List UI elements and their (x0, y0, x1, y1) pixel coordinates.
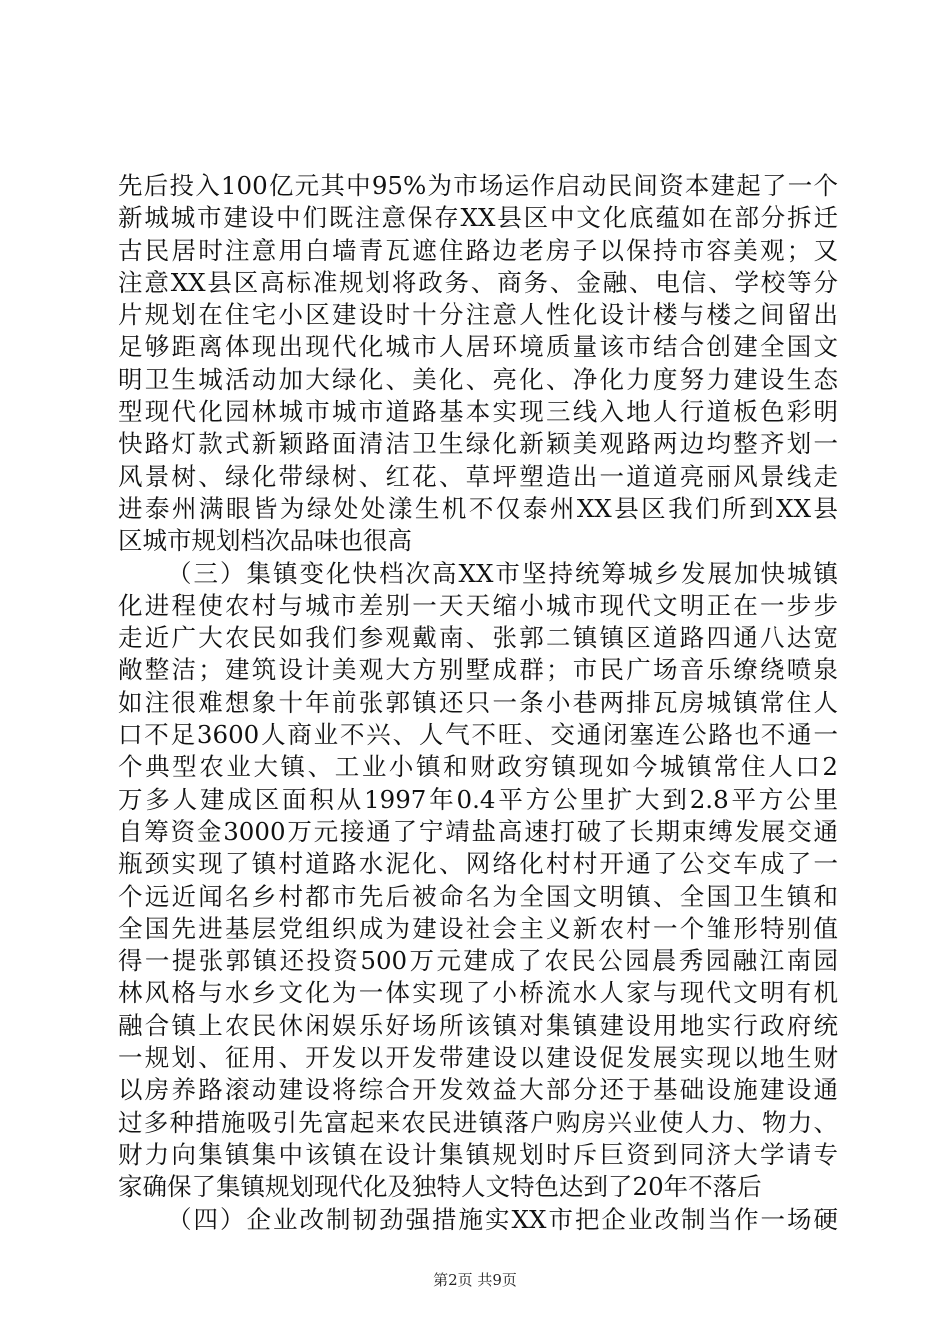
text-line: 林风格与水乡文化为一体实现了小桥流水人家与现代文明有机 (118, 978, 838, 1008)
text-line: 个远近闻名乡村都市先后被命名为全国文明镇、全国卫生镇和 (118, 881, 838, 911)
text-line: 过多种措施吸引先富起来农民进镇落户购房兴业使人力、物力、 (118, 1107, 838, 1137)
text-line: 型现代化园林城市城市道路基本实现三线入地人行道板色彩明 (118, 397, 838, 427)
text-line: 走近广大农民如我们参观戴南、张郭二镇镇区道路四通八达宽 (118, 623, 838, 653)
text-line: 如注很难想象十年前张郭镇还只一条小巷两排瓦房城镇常住人 (118, 687, 838, 717)
text-line: 财力向集镇集中该镇在设计集镇规划时斥巨资到同济大学请专 (118, 1139, 838, 1169)
body-text (118, 170, 838, 1236)
text-line: 融合镇上农民休闲娱乐好场所该镇对集镇建设用地实行政府统 (118, 1010, 838, 1040)
text-line: 化进程使农村与城市差别一天天缩小城市现代文明正在一步步 (118, 590, 838, 620)
text-line: 注意XX县区高标准规划将政务、商务、金融、电信、学校等分 (118, 267, 838, 297)
text-line: 明卫生城活动加大绿化、美化、亮化、净化力度努力建设生态 (118, 364, 838, 394)
text-line: 以房养路滚动建设将综合开发效益大部分还于基础设施建设通 (118, 1075, 838, 1105)
text-line: 足够距离体现出现代化城市人居环境质量该市结合创建全国文 (118, 332, 838, 362)
paragraph-start-line: （三）集镇变化快档次高XX市坚持统筹城乡发展加快城镇 (167, 558, 838, 588)
text-line: 口不足3600人商业不兴、人气不旺、交通闭塞连公路也不通一 (118, 720, 838, 750)
text-line: 自筹资金3000万元接通了宁靖盐高速打破了长期束缚发展交通 (118, 816, 838, 846)
paragraph-start-line: （四）企业改制韧劲强措施实XX市把企业改制当作一场硬 (167, 1204, 838, 1234)
text-line: 新城城市建设中们既注意保存XX县区中文化底蕴如在部分拆迁 (118, 203, 838, 233)
text-line: 片规划在住宅小区建设时十分注意人性化设计楼与楼之间留出 (118, 300, 838, 330)
text-line: 家确保了集镇规划现代化及独特人文特色达到了20年不落后 (118, 1172, 762, 1202)
text-line: 全国先进基层党组织成为建设社会主义新农村一个雏形特别值 (118, 913, 838, 943)
text-line: 得一提张郭镇还投资500万元建成了农民公园晨秀园融江南园 (118, 946, 838, 976)
text-line: 风景树、绿化带绿树、红花、草坪塑造出一道道亮丽风景线走 (118, 461, 838, 491)
text-line: 一规划、征用、开发以开发带建设以建设促发展实现以地生财 (118, 1043, 838, 1073)
page-footer: 第2页 共9页 (433, 1271, 517, 1289)
text-line: 个典型农业大镇、工业小镇和财政穷镇现如今城镇常住人口2 (118, 752, 838, 782)
text-line: 先后投入100亿元其中95%为市场运作启动民间资本建起了一个 (118, 171, 838, 200)
text-line: 瓶颈实现了镇村道路水泥化、网络化村村开通了公交车成了一 (118, 849, 838, 879)
text-line: 万多人建成区面积从1997年0.4平方公里扩大到2.8平方公里 (118, 784, 838, 814)
text-line: 敞整洁；建筑设计美观大方别墅成群；市民广场音乐缭绕喷泉 (118, 655, 838, 685)
text-line: 古民居时注意用白墙青瓦遮住路边老房子以保持市容美观；又 (118, 235, 838, 265)
text-line: 快路灯款式新颖路面清洁卫生绿化新颖美观路两边均整齐划一 (118, 429, 838, 459)
text-line: 进泰州满眼皆为绿处处漾生机不仅泰州XX县区我们所到XX县 (118, 493, 838, 523)
text-line: 区城市规划档次品味也很高 (118, 526, 412, 556)
